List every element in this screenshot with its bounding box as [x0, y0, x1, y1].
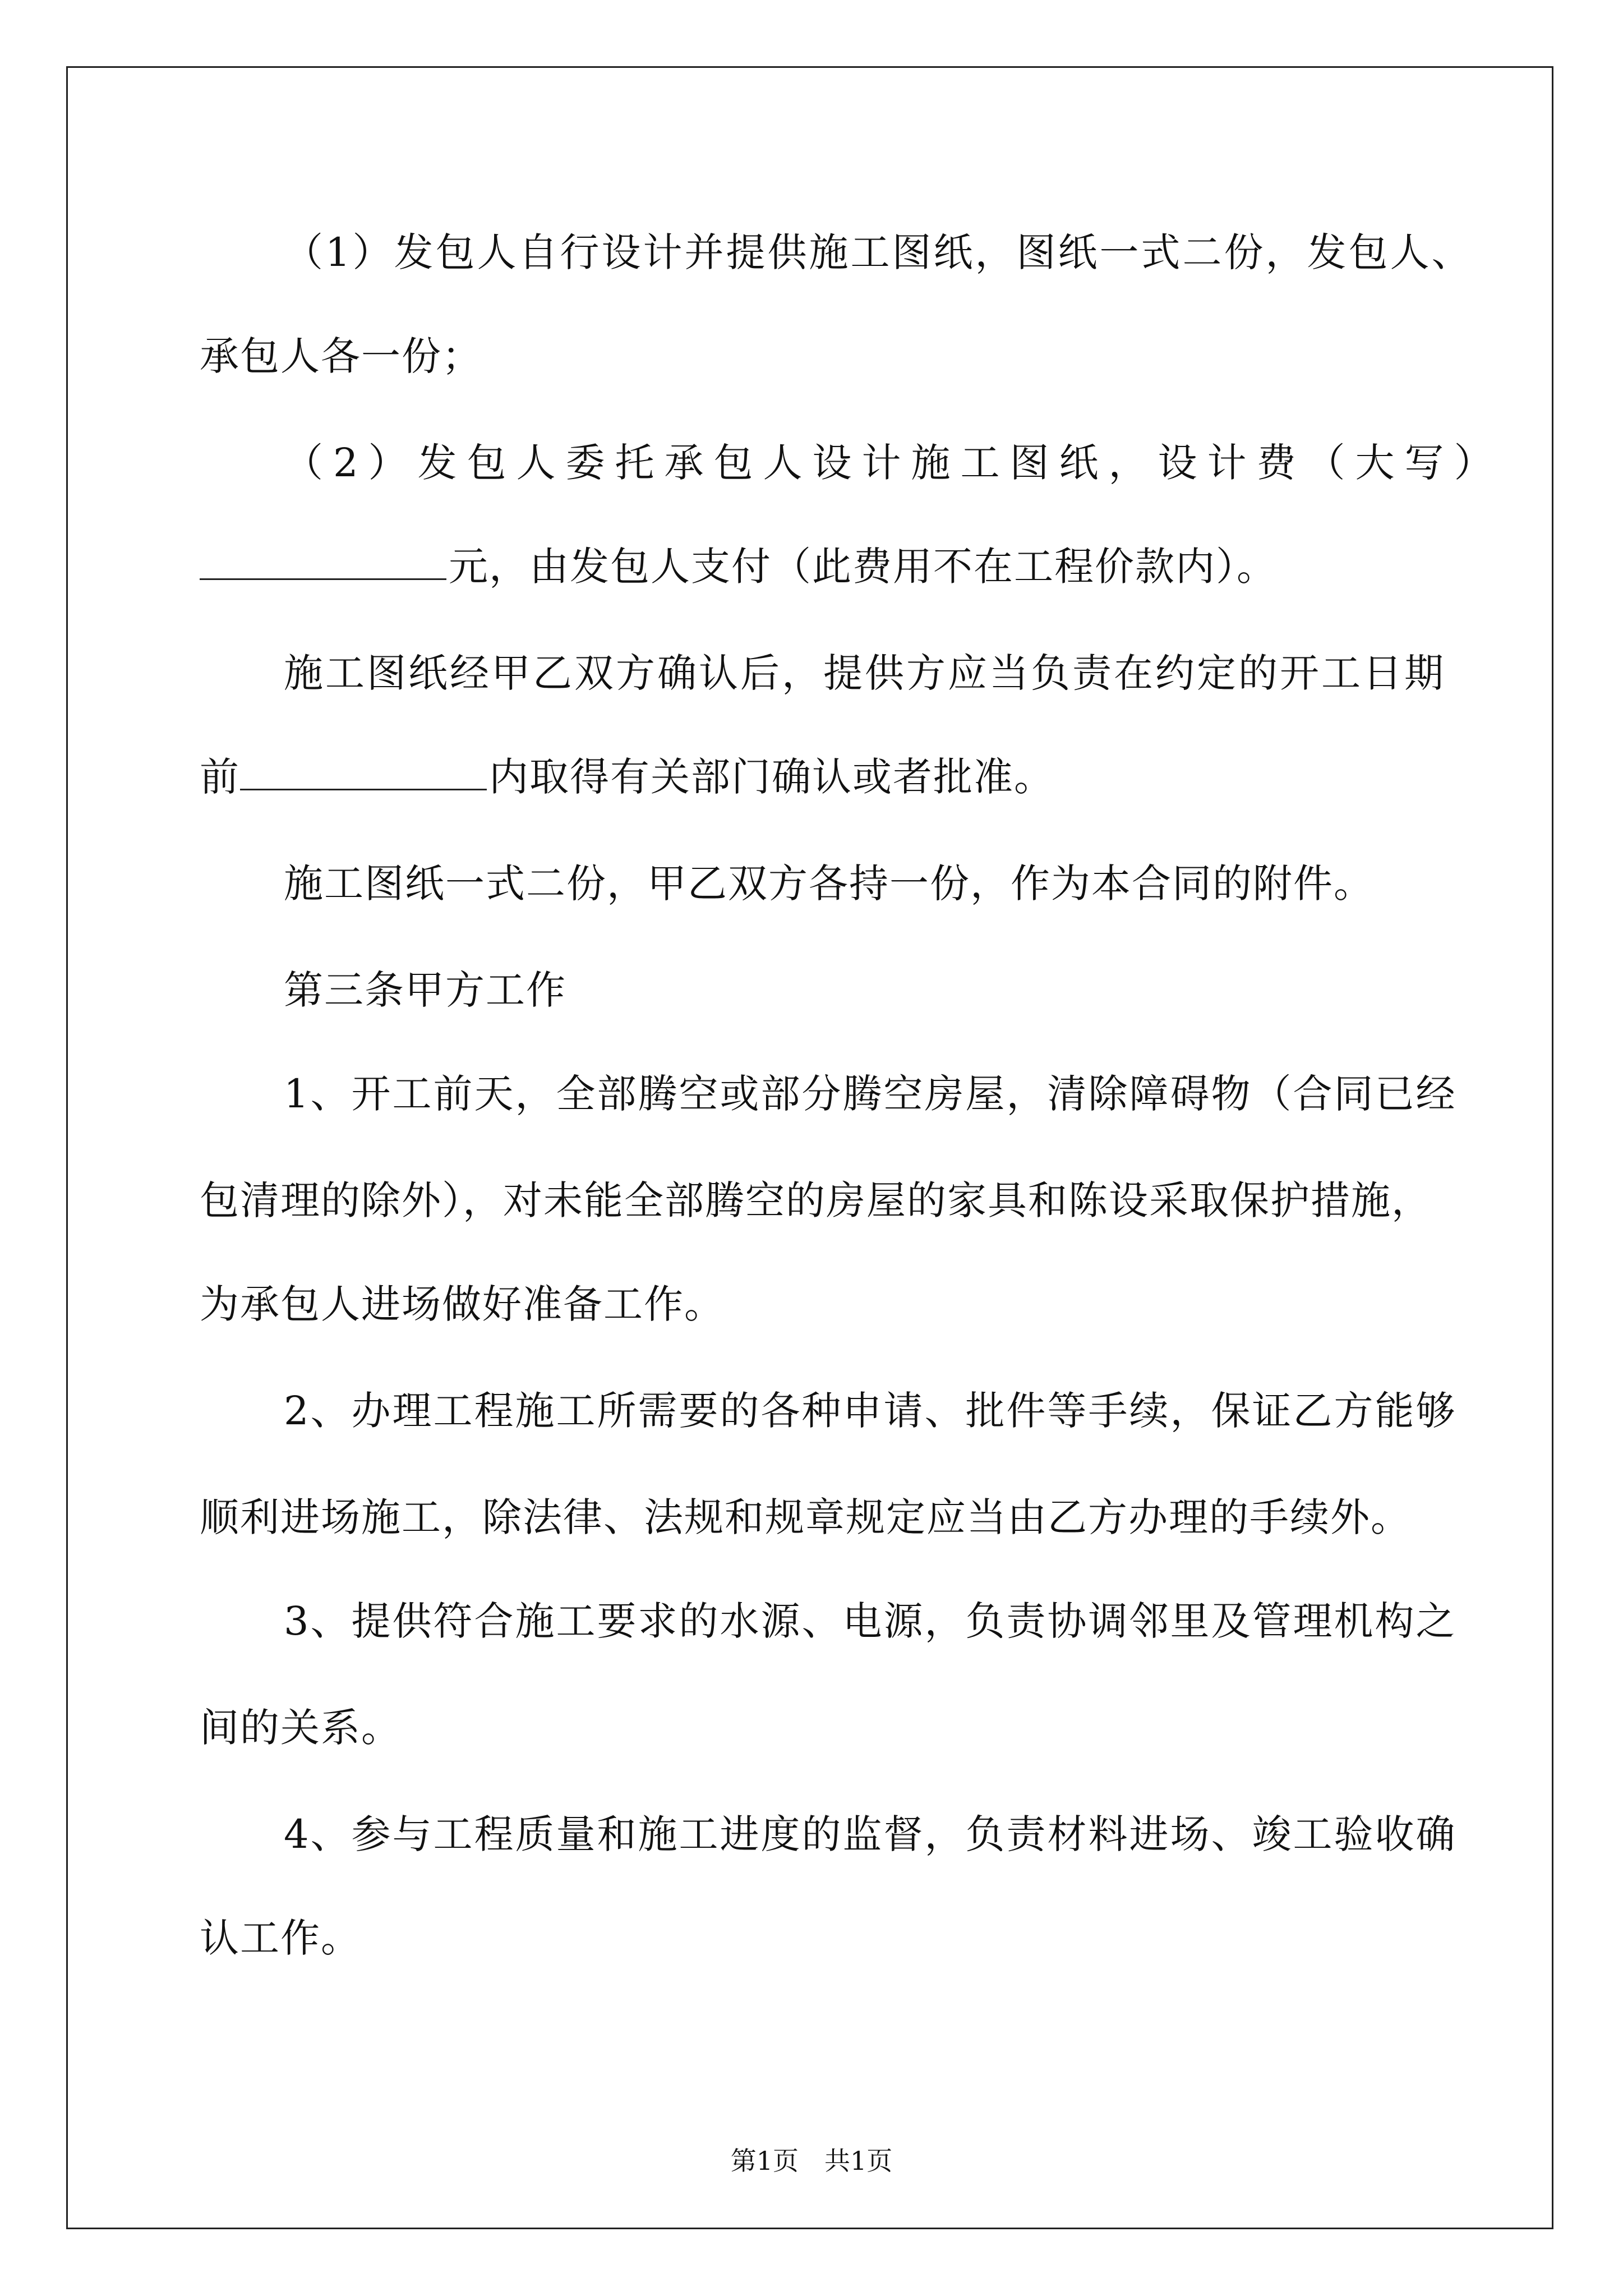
paragraph-line	[200, 541, 1277, 592]
paragraph-text: 内取得有关部门确认或者批准。	[489, 754, 1054, 800]
paragraph-line: 4、参与工程质量和施工进度的监督，负责材料进场、竣工验收确	[284, 1811, 1457, 1857]
paragraph-line: 间的关系。	[200, 1705, 402, 1751]
page-footer: 第1页 共1页	[730, 2146, 893, 2176]
paragraph-line	[200, 752, 1054, 802]
paragraph-line: 认工作。	[200, 1915, 361, 1961]
paragraph-text: 元，由发包人支付（此费用不在工程价款内）。	[449, 544, 1277, 590]
paragraph-line: 2、办理工程施工所需要的各种申请、批件等手续，保证乙方能够	[284, 1388, 1457, 1434]
paragraph-line: 施工图纸一式二份，甲乙双方各持一份，作为本合同的附件。	[284, 861, 1374, 907]
paragraph-line: 为承包人进场做好准备工作。	[200, 1281, 725, 1327]
paragraph-line: 施工图纸经甲乙双方确认后，提供方应当负责在约定的开工日期	[284, 650, 1446, 696]
fill-in-blank[interactable]	[200, 544, 446, 580]
paragraph-line: 顺利进场施工，除法律、法规和规章规定应当由乙方办理的手续外。	[200, 1494, 1411, 1540]
paragraph-text: 前	[200, 754, 240, 800]
page-border	[66, 66, 1553, 2229]
paragraph-line: 承包人各一份；	[200, 333, 482, 379]
fill-in-blank[interactable]	[240, 754, 487, 790]
paragraph-line: （1）发包人自行设计并提供施工图纸，图纸一式二份，发包人、	[284, 229, 1473, 275]
paragraph-line: 包清理的除外），对未能全部腾空的房屋的家具和陈设采取保护措施，	[200, 1177, 1432, 1223]
section-heading: 第三条甲方工作	[284, 967, 566, 1013]
paragraph-line: 3、提供符合施工要求的水源、电源，负责协调邻里及管理机构之	[284, 1598, 1457, 1644]
paragraph-line: （2）发包人委托承包人设计施工图纸，设计费（大写）	[284, 440, 1504, 486]
paragraph-line: 1、开工前天，全部腾空或部分腾空房屋，清除障碍物（合同已经	[284, 1071, 1457, 1117]
